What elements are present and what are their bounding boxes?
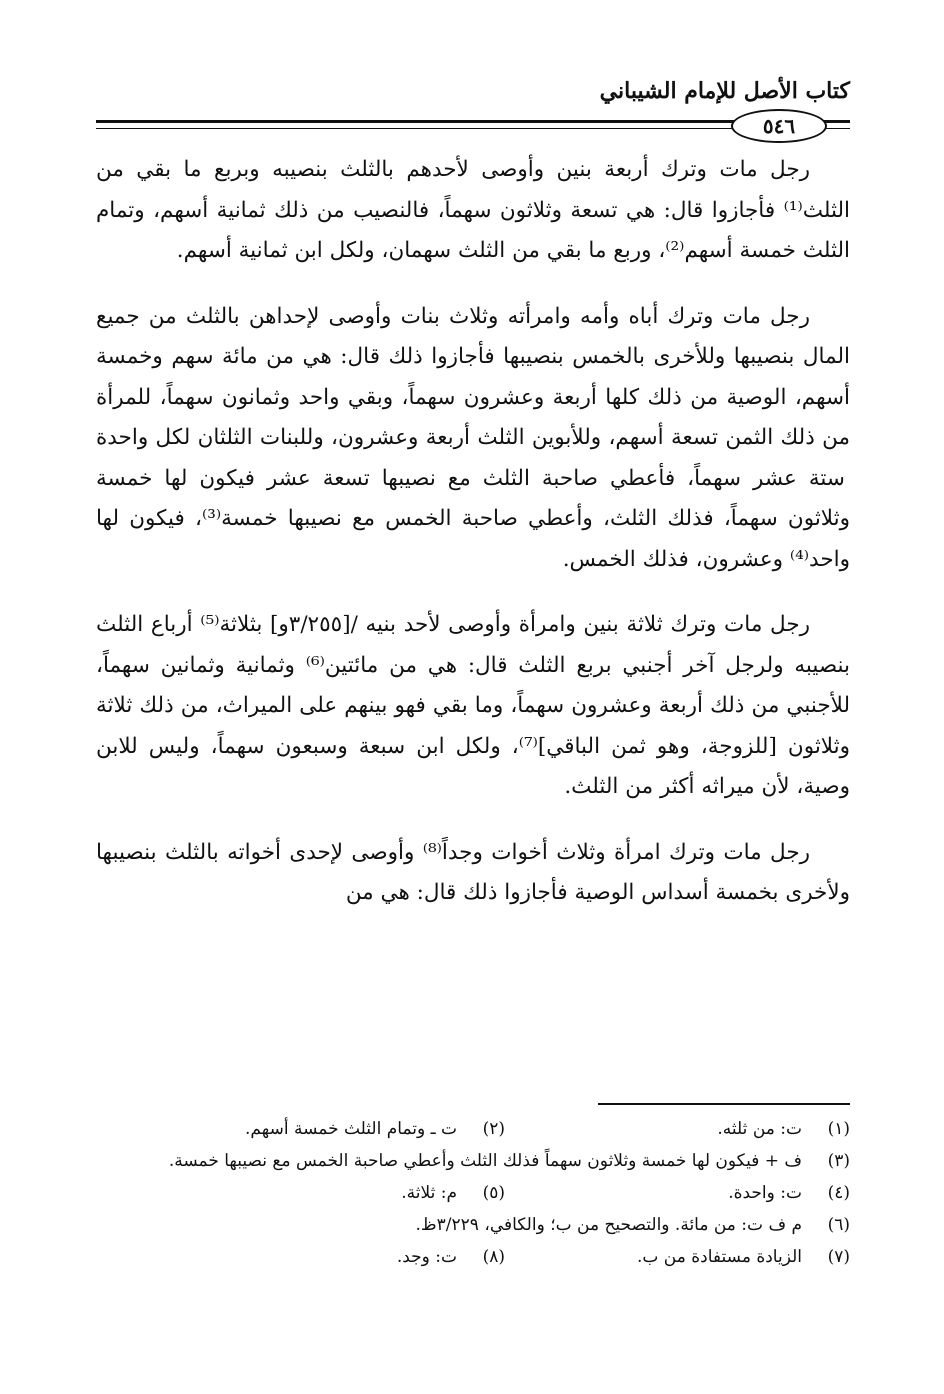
footnote-number: (١) — [827, 1119, 850, 1139]
footnote-row — [96, 1113, 850, 1145]
main-text — [96, 150, 850, 939]
footnote-text: م ف ت: من مائة. والتصحيح من ب؛ والكافي، ٣/٢٢٩ظ. — [415, 1215, 802, 1235]
footnote-7 — [505, 1241, 850, 1273]
text-line: فيكون لها واحد⁽⁴⁾ وعشرون، فذلك الخمس. — [96, 506, 850, 572]
footnote-3 — [96, 1145, 850, 1177]
footnotes — [96, 1113, 850, 1273]
paragraph-3 — [96, 605, 850, 808]
footnote-number: (٢) — [482, 1119, 505, 1139]
footnote-number: (٥) — [482, 1183, 505, 1203]
text-line: رجل مات وترك امرأة وثلاث أخوات وجداً⁽⁸⁾ وأوصى لإحدى أخواته — [218, 839, 810, 865]
footnote-number: (٧) — [827, 1247, 850, 1267]
text-line: بقي من الثلث⁽¹⁾ فأجازوا قال: هي تسعة وثلاثون سهماً، فالنصيب من ذلك — [96, 157, 851, 223]
footnote-1 — [505, 1113, 850, 1145]
text-line: أسهم، وللأبوين الثلث أربعة وعشرون، وللبنات الثلثان لكل واحدة ستة — [96, 425, 845, 491]
footnote-8 — [397, 1241, 505, 1273]
footnote-4 — [505, 1177, 850, 1209]
footnote-text: م: ثلاثة. — [401, 1183, 457, 1203]
page-number — [731, 109, 827, 143]
running-header — [96, 78, 850, 138]
text-line: عشر سهماً، فأعطي صاحبة الثلث مع نصيبها تسعة عشر فيكون لها خمسة — [96, 465, 797, 491]
footnote-text: ت: من ثلثه. — [717, 1119, 802, 1139]
text-line: بالثلث من جميع المال بنصيبها وللأخرى بالخمس بنصيبها فأجازوا ذلك — [96, 303, 850, 369]
footnote-row — [96, 1177, 850, 1209]
paragraph-1 — [96, 150, 850, 272]
footnote-separator — [598, 1103, 850, 1105]
footnote-number: (٤) — [827, 1183, 850, 1203]
footnote-text: ت: وجد. — [396, 1247, 457, 1267]
text-line: ثمن الباقي]⁽⁷⁾، ولكل ابن سبعة وسبعون سهماً، وليس للابن وصية، لأن — [96, 733, 850, 799]
text-line: ثمانية أسهم، وتمام الثلث خمسة أسهم⁽²⁾، وربع ما بقي من الثلث سهمان، — [96, 197, 850, 263]
text-line: رجل مات وترك ثلاثة بنين وامرأة وأوصى لأحد بنيه /[٣/٢٥٥و] — [262, 612, 810, 637]
book-title: كتاب الأصل للإمام الشيباني — [599, 78, 850, 104]
paragraph-4 — [96, 833, 850, 914]
footnote-6 — [96, 1209, 850, 1241]
text-line: ولكل ابن ثمانية أسهم. — [176, 238, 375, 263]
text-line: رجل مات وترك أربعة بنين وأوصى لأحدهم بالثلث بنصيبه وبربع ما — [171, 157, 811, 182]
text-line: قال: هي من مائة سهم وخمسة أسهم، الوصية من ذلك كلها أربعة — [96, 344, 850, 410]
footnote-text: الزيادة مستفادة من ب. — [637, 1247, 802, 1267]
footnote-2 — [245, 1113, 505, 1145]
footnote-text: ت ـ وتمام الثلث خمسة أسهم. — [245, 1119, 457, 1139]
text-line: ميراثه أكثر من الثلث. — [564, 774, 755, 799]
footnote-text: ت: واحدة. — [728, 1183, 802, 1203]
text-line: رجل مات وترك أباه وأمه وامرأته وثلاث بنات وأوصى لإحداهن — [239, 303, 810, 329]
footnote-text: ف + فيكون لها خمسة وثلاثون سهماً فذلك الثلث وأعطي صاحبة الخمس مع نصيبها خمسة. — [168, 1151, 802, 1171]
text-line: وما بقي فهو بينهم على الميراث، من ذلك ثلاثة وثلاثون [للزوجة، وهو — [96, 693, 850, 759]
text-line: بالثلث بنصيبها ولأخرى بخمسة أسداس الوصية فأجازوا ذلك قال: هي من — [96, 839, 850, 905]
paragraph-2 — [96, 297, 850, 581]
text-line: مائتين⁽⁶⁾ وثمانية وثمانين سهماً، للأجنبي من ذلك أربعة وعشرون سهماً، — [96, 652, 850, 718]
footnote-row — [96, 1241, 850, 1273]
text-line: وعشرون سهماً، وبقي واحد وثمانون سهماً، للمرأة من ذلك الثمن تسعة — [96, 384, 850, 450]
page-number-text: ٥٤٦ — [762, 114, 796, 138]
text-line: وثلاثون سهماً، فذلك الثلث، وأعطي صاحبة الخمس مع نصيبها خمسة⁽³⁾، — [184, 506, 851, 531]
footnote-5 — [401, 1177, 505, 1209]
text-line: بثلاثة⁽⁵⁾ أرباع الثلث بنصيبه ولرجل آخر أجنبي بربع الثلث قال: هي من — [96, 612, 850, 678]
footnote-number: (٨) — [482, 1247, 505, 1267]
footnote-number: (٦) — [827, 1215, 850, 1235]
footnote-number: (٣) — [827, 1151, 850, 1171]
